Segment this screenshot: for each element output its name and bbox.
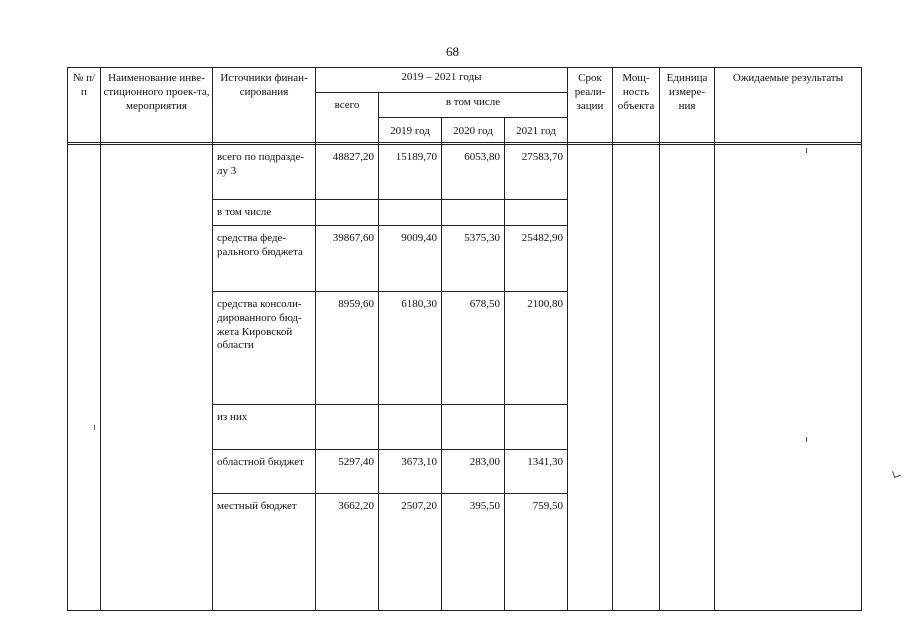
row-2020 [442,405,505,450]
row-total: 39867,60 [316,226,379,292]
row-total: 48827,20 [316,145,379,200]
body-results-cell [715,145,862,611]
row-total: 5297,40 [316,450,379,494]
row-source: средства консоли-дированного бюд-жета Кировской области [213,292,316,405]
row-total [316,200,379,226]
body-name-cell [101,145,213,611]
row-2020: 283,00 [442,450,505,494]
header-year-2021: 2021 год [505,118,568,143]
row-2020: 678,50 [442,292,505,405]
table-row [68,145,862,200]
row-2019: 2507,20 [379,494,442,611]
header-number: № п/п [68,68,101,143]
row-total: 3662,20 [316,494,379,611]
body-unit-cell [660,145,715,611]
row-source: местный бюджет [213,494,316,611]
row-2019: 6180,30 [379,292,442,405]
row-2021 [505,405,568,450]
budget-table [67,67,862,611]
row-2020: 395,50 [442,494,505,611]
row-source: областной бюджет [213,450,316,494]
row-2021: 25482,90 [505,226,568,292]
row-2020 [442,200,505,226]
row-2021: 27583,70 [505,145,568,200]
scan-speck [94,425,95,430]
row-2020: 6053,80 [442,145,505,200]
header-expected-results: Ожидаемые результаты [715,68,862,143]
row-2021: 759,50 [505,494,568,611]
header-row-1 [68,68,862,93]
row-source: средства феде-рального бюджета [213,226,316,292]
row-total [316,405,379,450]
row-source: всего по подразде-лу 3 [213,145,316,200]
row-2021: 2100,80 [505,292,568,405]
header-year-2020: 2020 год [442,118,505,143]
row-source: из них [213,405,316,450]
scan-mark [892,469,901,478]
header-funding-source: Источники финан-сирования [213,68,316,143]
header-year-2019: 2019 год [379,118,442,143]
header-period: 2019 – 2021 годы [316,68,568,93]
header-unit: Единица измере-ния [660,68,715,143]
row-source: в том числе [213,200,316,226]
header-term: Срок реали-зации [568,68,613,143]
scan-speck [806,148,807,153]
row-2019: 15189,70 [379,145,442,200]
body-number-cell [68,145,101,611]
header-total: всего [316,93,379,143]
scan-speck [806,437,807,442]
header-capacity: Мощ-ность объекта [613,68,660,143]
row-2019: 3673,10 [379,450,442,494]
row-2021 [505,200,568,226]
body-term-cell [568,145,613,611]
header-including: в том числе [379,93,568,118]
row-2019: 9009,40 [379,226,442,292]
row-2021: 1341,30 [505,450,568,494]
page-number: 68 [446,44,459,59]
row-2019 [379,405,442,450]
row-total: 8959,60 [316,292,379,405]
body-capacity-cell [613,145,660,611]
row-2020: 5375,30 [442,226,505,292]
header-project-name: Наименование инве-стиционного проек-та, мероприятия [101,68,213,143]
row-2019 [379,200,442,226]
